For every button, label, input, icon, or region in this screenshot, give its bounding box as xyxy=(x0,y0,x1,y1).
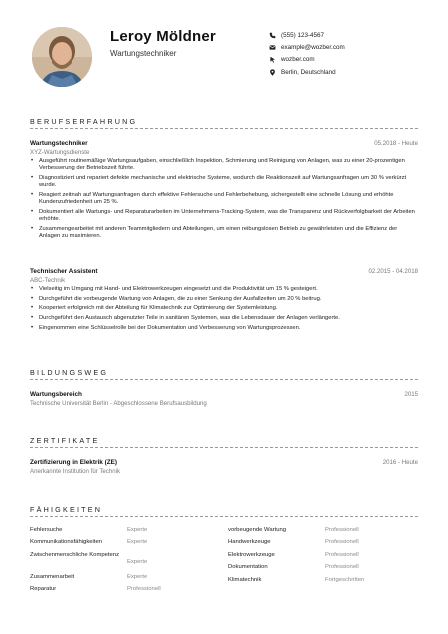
list-item: • Durchgeführt den Austausch abgenutzter Teile in sanitären Systemen, was die Lebensdauer der Anlagen verlängerte. xyxy=(30,315,418,322)
skill-level: Experte xyxy=(127,558,148,565)
phone-text[interactable]: (555) 123-4567 xyxy=(281,31,325,39)
skill-row xyxy=(228,563,418,575)
skill-level: Professionell xyxy=(325,564,359,571)
skill-name: Zusammenarbeit xyxy=(30,573,75,580)
skill-row xyxy=(30,573,220,585)
job-company-2: ABC-Technik xyxy=(30,277,66,284)
contact-list xyxy=(268,29,345,78)
education-detail: Technische Universität Berlin - Abgeschlossene Berufsausbildung xyxy=(30,400,207,407)
section-divider xyxy=(30,516,418,517)
skill-level: Experte xyxy=(127,539,148,546)
contact-phone xyxy=(268,29,345,41)
list-item: • Ausgeführt routinemäßige Wartungsaufgaben, einschließlich Inspektion, Schmierung und Reinigung von Anlagen, was zu einer 20-prozentigen Verbesserung der Betriebszeit führte. xyxy=(30,158,418,173)
education-date: 2015 xyxy=(404,391,418,398)
skill-level: Experte xyxy=(127,527,148,533)
section-title-skills: FÄHIGKEITEN xyxy=(30,505,103,514)
list-item: • Kooperiert erfolgreich mit der Abteilung für Klimatechnik zur Optimierung der Systemleistung. xyxy=(30,305,418,312)
skill-row xyxy=(30,538,220,550)
skill-row xyxy=(228,526,418,538)
education-title: Wartungsbereich xyxy=(30,391,82,398)
skill-name: vorbeugende Wartung xyxy=(228,527,287,533)
certificate-date: 2016 - Heute xyxy=(382,459,418,466)
job-bullets-2 xyxy=(30,286,418,334)
skill-name: Klimatechnik xyxy=(228,576,262,583)
skill-row xyxy=(228,576,418,588)
section-title-experience: BERUFSERFAHRUNG xyxy=(30,117,138,126)
skill-level: Fortgeschritten xyxy=(325,576,365,583)
job-title-1: Wartungstechniker xyxy=(30,140,88,147)
location-icon xyxy=(268,68,276,76)
location-text: Berlin, Deutschland xyxy=(281,68,336,76)
skill-name: Dokumentation xyxy=(228,564,268,571)
skill-level: Professionell xyxy=(127,586,161,593)
skill-row xyxy=(30,551,220,573)
job-title: Wartungstechniker xyxy=(110,49,177,58)
skills-column-left xyxy=(30,526,220,598)
skill-name: Fehlersuche xyxy=(30,527,63,533)
avatar xyxy=(32,27,92,87)
section-title-education: BILDUNGSWEG xyxy=(30,368,109,377)
contact-location xyxy=(268,66,345,78)
skills-column-right xyxy=(228,526,418,588)
contact-website xyxy=(268,54,345,66)
skill-name: Elektrowerkzeuge xyxy=(228,551,275,558)
list-item: • Dokumentiert alle Wartungs- und Reparaturarbeiten im Unternehmens-Tracking-System, was die Transparenz und Rückverfolgbarkeit der Arbeiten erhöhte. xyxy=(30,209,418,224)
section-title-certificates: ZERTIFIKATE xyxy=(30,436,100,445)
job-bullets-1 xyxy=(30,158,418,243)
phone-icon xyxy=(268,31,276,39)
section-divider xyxy=(30,379,418,380)
skill-name: Reparatur xyxy=(30,586,57,593)
list-item: • Reagiert zeitnah auf Wartungsanfragen durch effektive Fehlersuche und Fehlerbehebung, sichergestellt eine schnelle Lösung und erhöhte Kundenzufriedenheit um 25 %. xyxy=(30,192,418,207)
certificate-title: Zertifizierung in Elektrik (ZE) xyxy=(30,459,117,466)
skill-level: Professionell xyxy=(325,551,359,558)
website-text[interactable]: wozber.com xyxy=(281,56,315,64)
candidate-name: Leroy Möldner xyxy=(110,28,216,45)
job-dates-1: 05.2018 - Heute xyxy=(374,140,418,147)
job-company-1: XYZ-Wartungsdienste xyxy=(30,149,90,156)
skill-row xyxy=(228,551,418,563)
list-item: • Eingenommen eine Schlüsselrolle bei der Dokumentation und Verbesserung von Wartungsprozessen. xyxy=(30,325,418,332)
skill-name: Kommunikationsfähigkeiten xyxy=(30,539,103,546)
email-icon xyxy=(268,43,276,51)
skill-level: Professionell xyxy=(325,539,359,546)
skill-level: Experte xyxy=(127,573,148,580)
list-item: • Diagnostiziert und repariert defekte mechanische und elektrische Systeme, wodurch die Reaktionszeit auf Wartungsanfragen um 30 % verkürzt wurde. xyxy=(30,175,418,190)
skill-row xyxy=(30,526,220,538)
skill-name: Zwischenmenschliche Kompetenz xyxy=(30,551,120,558)
list-item: • Zusammengearbeitet mit anderen Teammitgliedern und Abteilungen, um einen reibungslosen Betrieb zu gewährleisten und die Effizienz der Anlagen zu maximieren. xyxy=(30,226,418,241)
job-title-2: Technischer Assistent xyxy=(30,268,98,275)
certificate-detail: Anerkannte Institution für Technik xyxy=(30,468,120,475)
link-icon xyxy=(268,56,276,64)
section-divider xyxy=(30,128,418,129)
list-item: • Vielseitig im Umgang mit Hand- und Elektrowerkzeugen eingesetzt und die Produktivität um 15 % gesteigert. xyxy=(30,286,418,293)
email-text[interactable]: example@wozber.com xyxy=(281,43,345,51)
skill-row xyxy=(30,585,220,597)
job-dates-2: 02.2015 - 04.2018 xyxy=(368,268,418,275)
skill-level: Professionell xyxy=(325,527,359,533)
skill-name: Handwerkzeuge xyxy=(228,539,271,546)
contact-email xyxy=(268,41,345,53)
list-item: • Durchgeführt die vorbeugende Wartung von Anlagen, die zu einer Senkung der Ausfallzeiten um 20 % beitrug. xyxy=(30,296,418,303)
skill-row xyxy=(228,538,418,550)
section-divider xyxy=(30,447,418,448)
